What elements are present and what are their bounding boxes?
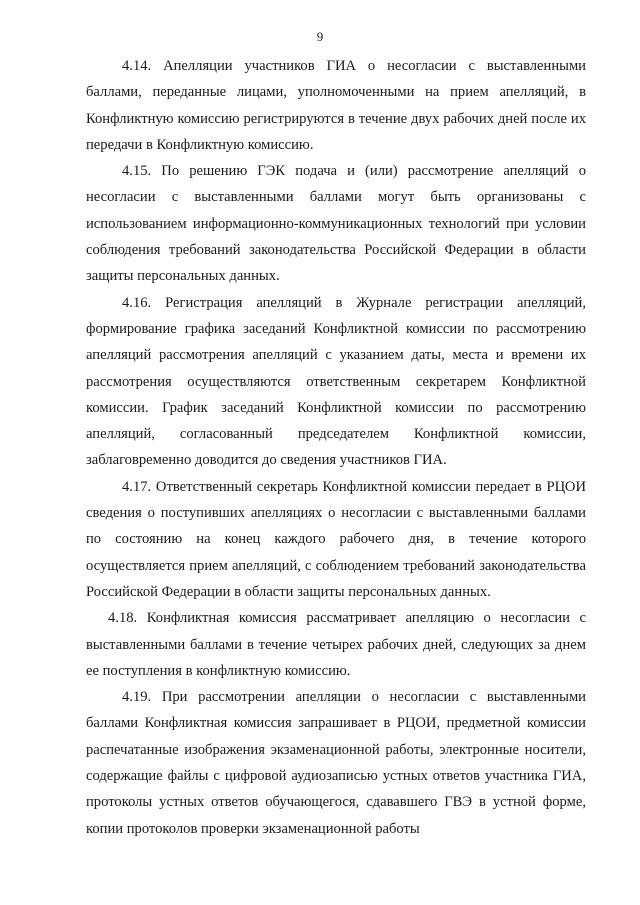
paragraph-4-14: 4.14. Апелляции участников ГИА о несогласии с выставленными баллами, переданные лицами, уполномоченными на прием апелляций, в Конфликтную комиссию регистрируются в течение двух рабочих дней после их передачи в Конфликтную комиссию. [86,58,586,153]
paragraph-4-17: 4.17. Ответственный секретарь Конфликтной комиссии передает в РЦОИ сведения о поступивших апелляциях о несогласии с выставленными баллами по состоянию на конец каждого рабочего дня, в течение которого осуществляется прием апелляций, с соблюдением требований законодательства Российской Федерации в области защиты персональных данных. [86,478,586,600]
paragraph-4-15: 4.15. По решению ГЭК подача и (или) рассмотрение апелляций о несогласии с выставленными баллами могут быть организованы с использованием информационно-коммуникационных технологий при условии соблюдения требований законодательства Российской Федерации в области защиты персональных данных. [86,163,586,285]
paragraph-4-18: 4.18. Конфликтная комиссия рассматривает апелляцию о несогласии с выставленными баллами в течение четырех рабочих дней, следующих за днем ее поступления в конфликтную комиссию. [86,610,586,679]
paragraph-4-16: 4.16. Регистрация апелляций в Журнале регистрации апелляций, формирование графика заседаний Конфликтной комиссии по рассмотрению апелляций рассмотрения апелляций с указанием даты, места и времени их рассмотрения осуществляются ответственным секретарем Конфликтной комиссии. График заседаний Конфликтной комиссии по рассмотрению апелляций, согласованный председателем Конфликтной комиссии, заблаговременно доводится до сведения участников ГИА. [86,294,586,469]
paragraph-4-19: 4.19. При рассмотрении апелляции о несогласии с выставленными баллами Конфликтная комиссия запрашивает в РЦОИ, предметной комиссии распечатанные изображения экзаменационной работы, электронные носители, содержащие файлы с цифровой аудиозаписью устных ответов участника ГИА, протоколы устных ответов обучающегося, сдававшего ГВЭ в устной форме, копии протоколов проверки экзаменационной работы [86,689,586,837]
page-number: 9 [316,29,324,44]
document-body [86,53,586,842]
